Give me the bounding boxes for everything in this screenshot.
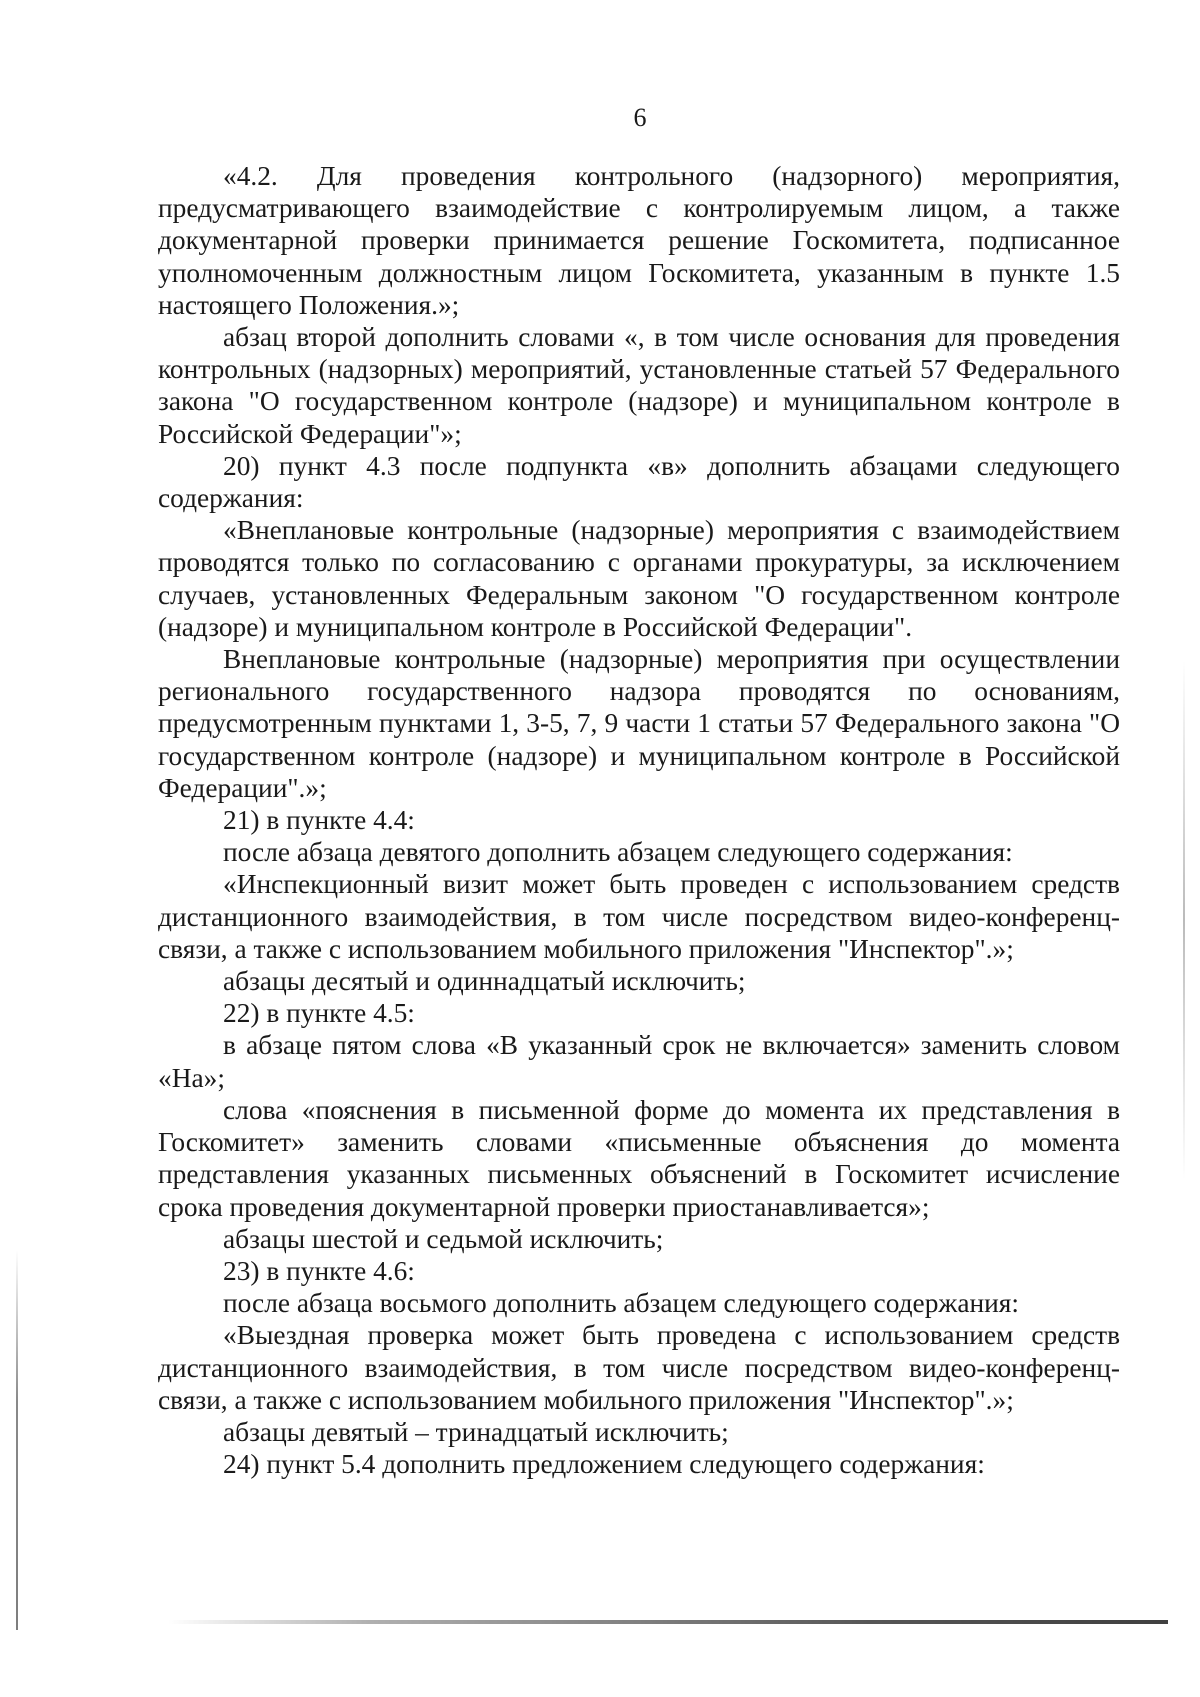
paragraph-vneplanovye-1: «Внеплановые контрольные (надзорные) мероприятия с взаимодействием проводятся только по согласованию с органами прокуратуры, за исключением случаев, установленных Федеральным законом "О государственном контроле (надзоре) и муниципальном контроле в Российской Федерации". bbox=[158, 515, 1120, 642]
scan-edge-right bbox=[1183, 660, 1185, 1180]
paragraph-posle-devyatogo: после абзаца девятого дополнить абзацем следующего содержания: bbox=[223, 837, 1013, 868]
paragraph-inspekcionnyy-vizit: «Инспекционный визит может быть проведен с использованием средств дистанционного взаимодействия, в том числе посредством видео-конференц-связи, а также с использованием мобильного приложения "Инспектор".»; bbox=[158, 869, 1120, 964]
scan-bottom-edge bbox=[168, 1620, 1168, 1624]
paragraph-abzac-vtoroy: абзац второй дополнить словами «, в том числе основания для проведения контрольных (надзорных) мероприятий, установленные статьей 57 Федерального закона "О государственном контроле (надзоре) и муниципальном контроле в Российской Федерации"»; bbox=[158, 322, 1120, 449]
paragraph-vyezdnaya-proverka: «Выездная проверка может быть проведена с использованием средств дистанционного взаимодействия, в том числе посредством видео-конференц-связи, а также с использованием мобильного приложения "Инспектор".»; bbox=[158, 1320, 1120, 1415]
paragraph-abzac-pyatyy: в абзаце пятом слова «В указанный срок не включается» заменить словом «На»; bbox=[158, 1030, 1120, 1093]
paragraph-devyatyy-isklyuchit: абзацы девятый – тринадцатый исключить; bbox=[223, 1416, 729, 1447]
paragraph-item-23: 23) в пункте 4.6: bbox=[223, 1255, 415, 1286]
paragraph-slova-poyasneniya: слова «пояснения в письменной форме до момента их представления в Госкомитет» заменить словами «письменные объяснения до момента представления указанных письменных объяснений в Госкомитет исчисление срока проведения документарной проверки приостанавливается»; bbox=[158, 1094, 1120, 1222]
page-number: 6 bbox=[633, 103, 647, 132]
paragraph-shestoy-isklyuchit: абзацы шестой и седьмой исключить; bbox=[223, 1223, 664, 1254]
paragraph-item-21: 21) в пункте 4.4: bbox=[223, 805, 415, 836]
paragraph-item-20: 20) пункт 4.3 после подпункта «в» дополнить абзацами следующего содержания: bbox=[158, 450, 1120, 514]
paragraph-posle-vosmogo: после абзаца восьмого дополнить абзацем следующего содержания: bbox=[223, 1288, 1019, 1319]
paragraph-desyatyy-isklyuchit: абзацы десятый и одиннадцатый исключить; bbox=[223, 966, 746, 997]
scan-edge-left bbox=[16, 1250, 18, 1630]
paragraph-item-24: 24) пункт 5.4 дополнить предложением следующего содержания: bbox=[223, 1449, 985, 1480]
paragraph-item-22: 22) в пункте 4.5: bbox=[223, 998, 415, 1029]
document-body bbox=[158, 160, 1120, 1480]
paragraph-4-2: «4.2. Для проведения контрольного (надзорного) мероприятия, предусматривающего взаимодействие с контролируемым лицом, а также документарной проверки принимается решение Госкомитета, подписанное уполномоченным должностным лицом Госкомитета, указанным в пункте 1.5 настоящего Положения.»; bbox=[158, 161, 1120, 320]
paragraph-vneplanovye-2: Внеплановые контрольные (надзорные) мероприятия при осуществлении регионального государственного надзора проводятся по основаниям, предусмотренным пунктами 1, 3-5, 7, 9 части 1 статьи 57 Федерального закона "О государственном контроле (надзоре) и муниципальном контроле в Российской Федерации".»; bbox=[158, 644, 1120, 803]
